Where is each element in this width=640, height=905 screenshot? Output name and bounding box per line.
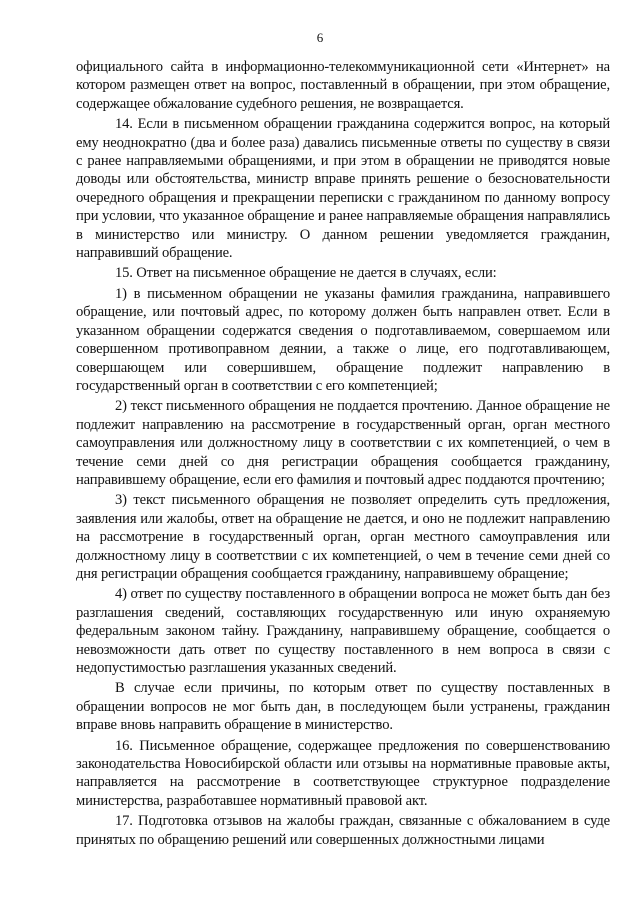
paragraph-continuation: официального сайта в информационно-телекоммуникационной сети «Интернет» на котором размещен ответ на вопрос, поставленный в обращении, при этом обращение, содержащее обжалование судебного решения, не возвращается. — [76, 59, 610, 112]
document-body — [76, 58, 610, 851]
paragraph-item-16: 16. Письменное обращение, содержащее предложения по совершенствованию законодательства Новосибирской области или отзывы на нормативные правовые акты, направляется на рассмотрение в соответствующее структурное подразделение министерства, разработавшее нормативный правовой акт. — [76, 737, 610, 809]
paragraph-subitem-1: 1) в письменном обращении не указаны фамилия гражданина, направившего обращение, или почтовый адрес, по которому должен быть направлен ответ. Если в указанном обращении содержатся сведения о подготавливаемом, совершаемом или совершенном противоправном деянии, а также о лице, его подготавливающем, совершающем или совершившем, обращение подлежит направлению в государственный орган в соответствии с его компетенцией; — [76, 285, 610, 394]
paragraph-item-14: 14. Если в письменном обращении гражданина содержится вопрос, на который ему неоднократно (два и более раза) давались письменные ответы по существу в связи с ранее направляемыми обращениями, и при этом в обращении не приводятся новые доводы или обстоятельства, министр вправе принять решение о безосновательности очередного обращения и прекращении переписки с гражданином по данному вопросу при условии, что указанное обращение и ранее направляемые обращения направлялись в министерство или министру. О данном решении уведомляется гражданин, направивший обращение. — [76, 116, 610, 262]
paragraph-subitem-3: 3) текст письменного обращения не позволяет определить суть предложения, заявления или жалобы, ответ на обращение не дается, и оно не подлежит направлению на рассмотрение в государственный орган, орган местного самоуправления или должностному лицу в соответствии с их компетенцией, о чем в течение семи дней со дня регистрации обращения сообщается гражданину, направившему обращение; — [76, 492, 610, 582]
paragraph-subitem-4: 4) ответ по существу поставленного в обращении вопроса не может быть дан без разглашения сведений, составляющих государственную или иную охраняемую федеральным законом тайну. Гражданину, направившему обращение, сообщается о невозможности дать ответ по существу поставленного в нем вопроса в связи с недопустимостью разглашения указанных сведений. — [76, 586, 610, 676]
paragraph-subitem-2: 2) текст письменного обращения не поддается прочтению. Данное обращение не подлежит направлению на рассмотрение в государственный орган, орган местного самоуправления или должностному лицу в соответствии с их компетенцией, о чем в течение семи дней со дня регистрации обращения сообщается гражданину, направившему обращение, если его фамилия и почтовый адрес поддаются прочтению; — [76, 398, 610, 488]
page-number: 6 — [316, 30, 324, 45]
paragraph-item-17: 17. Подготовка отзывов на жалобы граждан, связанные с обжалованием в суде принятых по обращению решений или совершенных должностными лицами — [76, 813, 610, 848]
paragraph-item-15: 15. Ответ на письменное обращение не дается в случаях, если: — [115, 265, 497, 282]
paragraph-note: В случае если причины, по которым ответ по существу поставленных в обращении вопросов не мог быть дан, в последующем были устранены, гражданин вправе вновь направить обращение в министерство. — [76, 680, 610, 734]
